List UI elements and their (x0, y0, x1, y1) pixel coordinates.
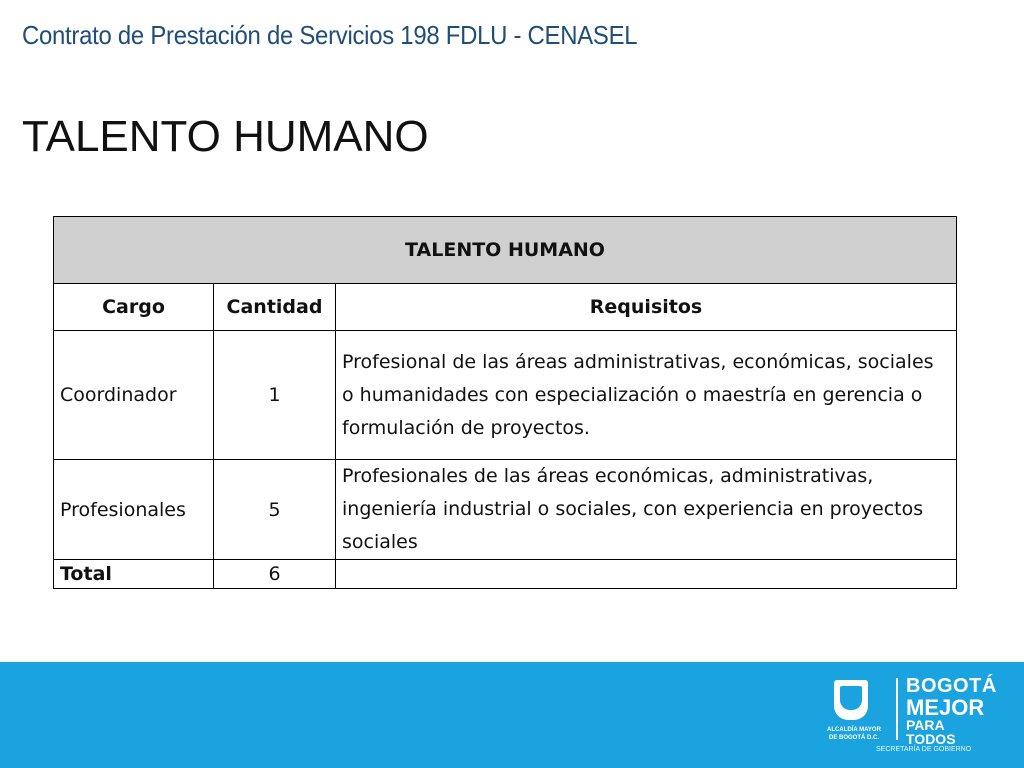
table-caption-row (54, 217, 957, 284)
logo-divider (896, 678, 898, 740)
total-row (54, 560, 957, 589)
bogota-logo (824, 674, 997, 764)
brand-wordmark: BOGOTÁ MEJOR PARA TODOS (906, 675, 997, 747)
secretaria-label: SECRETARÍA DE GOBIERNO (876, 746, 972, 753)
table-row (54, 331, 957, 460)
document-header-title: Contrato de Prestación de Servicios 198 FDLU - CENASEL (22, 20, 638, 50)
cantidad-cell: 5 (214, 460, 336, 560)
slide-title: TALENTO HUMANO (22, 112, 429, 161)
total-requisitos (336, 560, 957, 589)
cargo-cell: Profesionales (54, 460, 214, 560)
column-header-cantidad: Cantidad (214, 284, 336, 331)
cargo-cell: Coordinador (54, 331, 214, 460)
table-row (54, 460, 957, 560)
total-cantidad: 6 (214, 560, 336, 589)
requisitos-cell: Profesional de las áreas administrativas, económicas, sociales o humanidades con especialización o maestría en gerencia o formulación de proyectos. (336, 331, 957, 460)
coat-of-arms-icon (834, 680, 868, 720)
table-caption: TALENTO HUMANO (54, 217, 957, 284)
requisitos-cell: Profesionales de las áreas económicas, administrativas, ingeniería industrial o sociales, con experiencia en proyectos sociales (336, 460, 957, 560)
talent-table (53, 216, 957, 589)
column-header-cargo: Cargo (54, 284, 214, 331)
alcaldia-label: ALCALDÍA MAYOR DE BOGOTÁ D.C. (827, 727, 881, 741)
column-header-requisitos: Requisitos (336, 284, 957, 331)
cantidad-cell: 1 (214, 331, 336, 460)
total-label: Total (54, 560, 214, 589)
footer-band (0, 662, 1024, 768)
table-header-row (54, 284, 957, 331)
